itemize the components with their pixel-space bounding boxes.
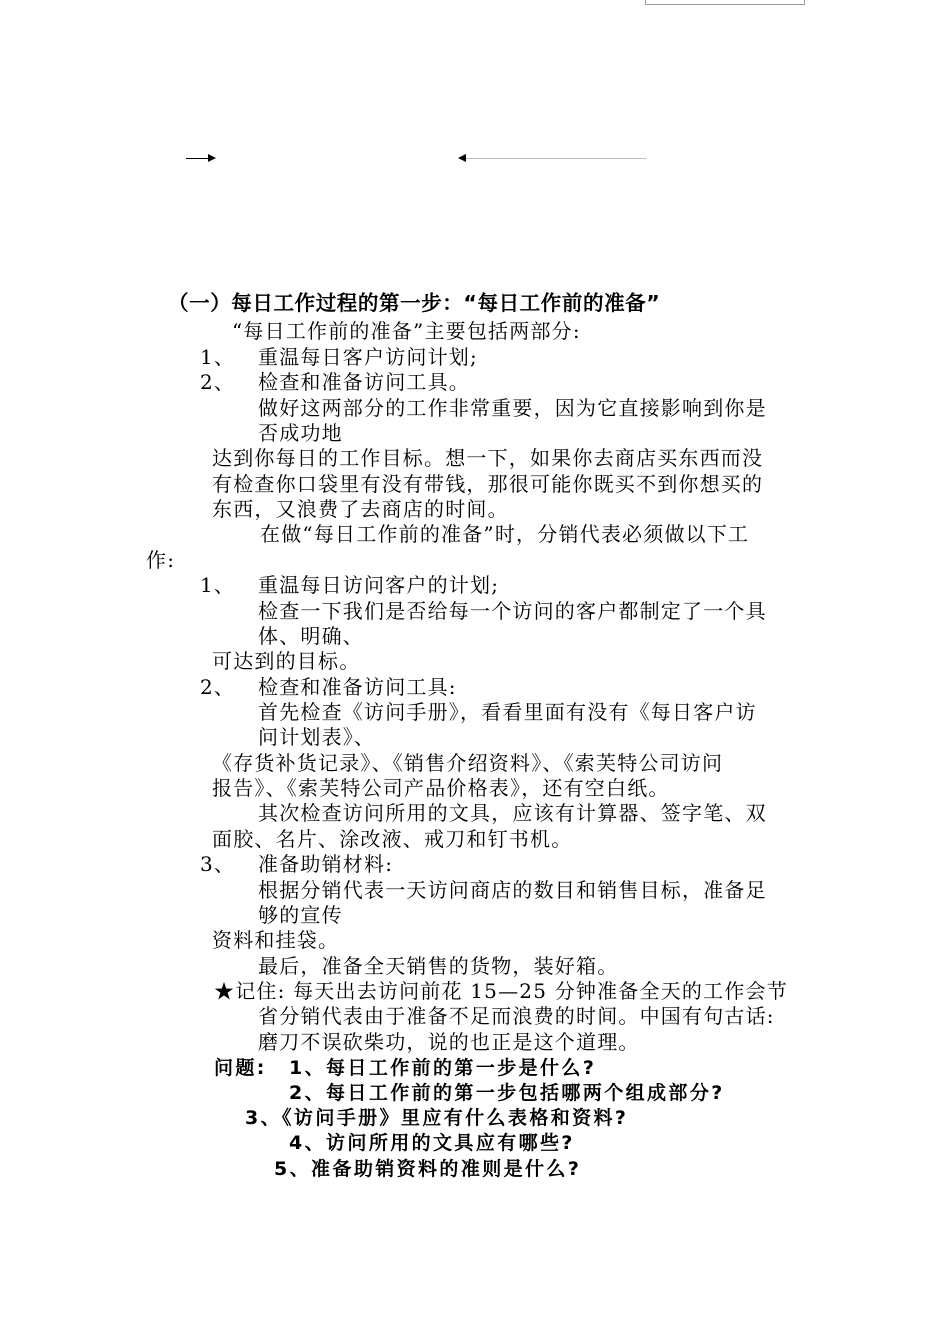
- paragraph-line: 根据分销代表一天访问商店的数目和销售目标，准备足: [258, 878, 767, 902]
- question-item: 5、准备助销资料的准则是什么?: [274, 1158, 582, 1180]
- paragraph-line: 可达到的目标。: [212, 649, 361, 673]
- paragraph-line: 东西，又浪费了去商店的时间。: [212, 497, 509, 521]
- paragraph-line: 检查一下我们是否给每一个访问的客户都制定了一个具: [258, 599, 767, 623]
- list-number: 2、: [200, 370, 236, 394]
- arrow-left-icon: [460, 158, 646, 159]
- paragraph-line: 体、明确、: [258, 624, 364, 648]
- questions-label: 问题:: [214, 1057, 267, 1079]
- paragraph-line: 面胶、名片、涂改液、戒刀和钉书机。: [212, 827, 573, 851]
- question-item: 3、《访问手册》里应有什么表格和资料?: [245, 1107, 629, 1129]
- question-item: 2、每日工作前的第一步包括哪两个组成部分?: [289, 1082, 725, 1104]
- list-item: 检查和准备访问工具。: [258, 370, 470, 394]
- list-item: 重温每日客户访问计划;: [258, 345, 478, 369]
- list-number: 3、: [200, 852, 236, 876]
- intro-line: “每日工作前的准备”主要包括两部分:: [232, 319, 581, 343]
- list-number: 1、: [200, 573, 236, 597]
- paragraph-line: 最后，准备全天销售的货物，装好箱。: [258, 954, 619, 978]
- paragraph-line: 够的宣传: [258, 903, 343, 927]
- paragraph-line: 其次检查访问所用的文具，应该有计算器、签字笔、双: [258, 801, 767, 825]
- paragraph-line: 首先检查《访问手册》，看看里面有没有《每日客户访: [258, 700, 757, 724]
- paragraph-line: 报告》、《索芙特公司产品价格表》，还有空白纸。: [212, 776, 670, 800]
- reminder-line: ★记住: 每天出去访问前花 15—25 分钟准备全天的工作会节: [214, 979, 788, 1003]
- paragraph-line: 否成功地: [258, 421, 343, 445]
- paragraph-line: 有检查你口袋里有没有带钱，那很可能你既买不到你想买的: [212, 472, 764, 496]
- question-item: 4、访问所用的文具应有哪些?: [289, 1132, 575, 1154]
- reminder-line: 省分销代表由于准备不足而浪费的时间。中国有句古话:: [258, 1004, 775, 1028]
- list-item: 检查和准备访问工具:: [258, 675, 457, 699]
- paragraph-line: 在做“每日工作前的准备”时，分销代表必须做以下工: [260, 522, 750, 546]
- paragraph-line: 达到你每日的工作目标。想一下，如果你去商店买东西而没: [212, 446, 764, 470]
- list-number: 2、: [200, 675, 236, 699]
- question-item: 1、每日工作前的第一步是什么?: [289, 1057, 597, 1079]
- list-item: 准备助销材料:: [258, 852, 394, 876]
- header-box: [645, 0, 805, 5]
- paragraph-line: 资料和挂袋。: [212, 928, 340, 952]
- section-heading: （一）每日工作过程的第一步：“每日工作前的准备”: [168, 291, 661, 315]
- paragraph-line: 做好这两部分的工作非常重要，因为它直接影响到你是: [258, 396, 767, 420]
- list-item: 重温每日访问客户的计划;: [258, 573, 500, 597]
- paragraph-line: 问计划表》、: [258, 725, 376, 749]
- arrow-right-icon: [186, 158, 214, 159]
- list-number: 1、: [200, 345, 236, 369]
- paragraph-line: 作:: [146, 548, 176, 572]
- reminder-line: 磨刀不误砍柴功，说的也正是这个道理。: [258, 1030, 640, 1054]
- paragraph-line: 《存货补货记录》、《销售介绍资料》、《索芙特公司访问: [212, 751, 724, 775]
